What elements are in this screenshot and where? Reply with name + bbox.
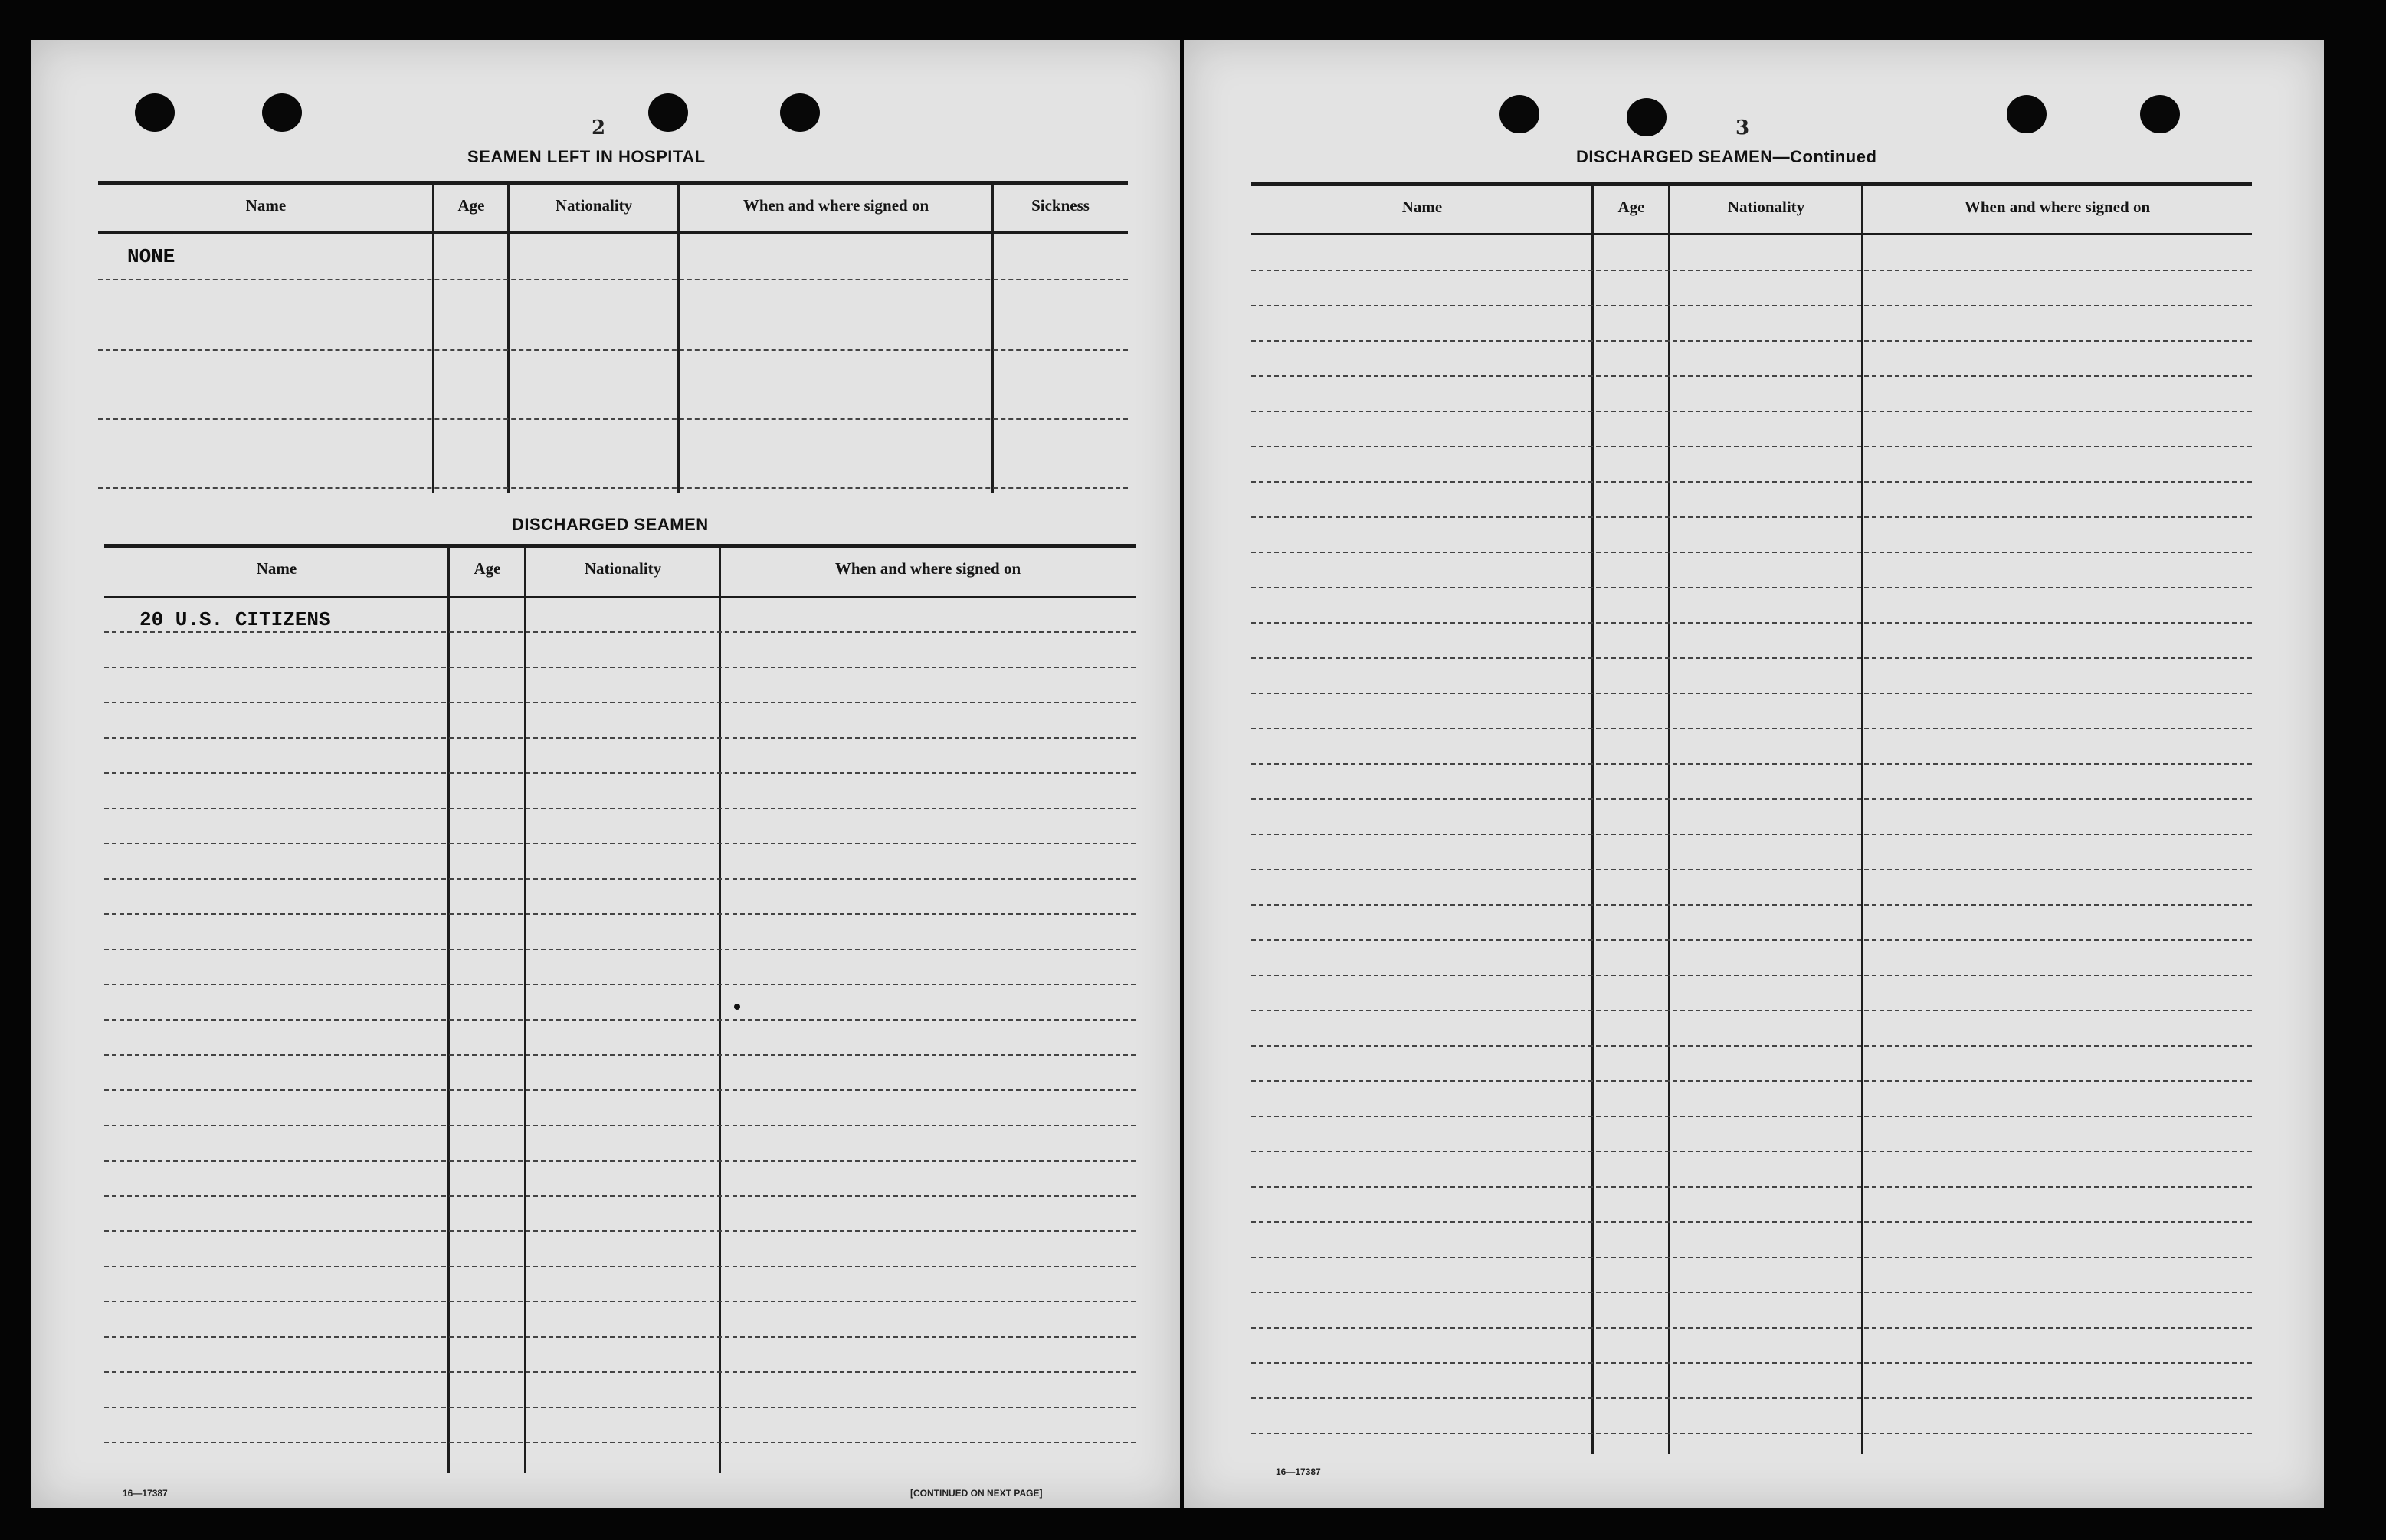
column-header-name: Name: [245, 196, 287, 215]
page-number: 2: [592, 116, 606, 139]
punch-hole: [780, 93, 820, 132]
column-header-age: Age: [474, 559, 501, 578]
hospital-table: [98, 181, 1128, 493]
column-header-age: Age: [1617, 198, 1645, 216]
left-page: [31, 40, 1180, 1508]
column-header-when-where: When and where signed on: [742, 196, 929, 215]
column-header-nationality: Nationality: [584, 559, 662, 578]
discharged-continued-title: DISCHARGED SEAMEN—Continued: [1576, 147, 1877, 166]
right-page: [1184, 40, 2324, 1508]
column-header-when-where: When and where signed on: [1964, 198, 2151, 216]
column-header-nationality: Nationality: [1727, 198, 1805, 216]
column-header-age: Age: [457, 196, 485, 215]
form-number: 16—17387: [123, 1488, 168, 1499]
punch-hole: [648, 93, 688, 132]
punch-hole: [262, 93, 302, 132]
discharged-continued-table: [1251, 182, 2252, 1454]
punch-hole: [135, 93, 175, 132]
discharged-row-name: 20 U.S. CITIZENS: [139, 608, 331, 631]
continued-note: [CONTINUED ON NEXT PAGE]: [910, 1488, 1043, 1499]
column-header-name: Name: [256, 559, 297, 578]
punch-hole: [2140, 95, 2180, 133]
discharged-table: [104, 544, 1136, 1473]
column-header-name: Name: [1401, 198, 1443, 216]
hospital-section-title: SEAMEN LEFT IN HOSPITAL: [467, 147, 706, 166]
column-header-nationality: Nationality: [555, 196, 633, 215]
punch-hole: [2007, 95, 2047, 133]
form-number: 16—17387: [1276, 1466, 1321, 1477]
column-header-sickness: Sickness: [1031, 196, 1090, 215]
discharged-section-title: DISCHARGED SEAMEN: [512, 515, 709, 534]
hospital-row-name: NONE: [127, 245, 175, 268]
punch-hole: [1627, 98, 1667, 136]
punch-hole: [1499, 95, 1539, 133]
page-number: 3: [1735, 116, 1750, 139]
column-header-when-where: When and where signed on: [834, 559, 1021, 578]
